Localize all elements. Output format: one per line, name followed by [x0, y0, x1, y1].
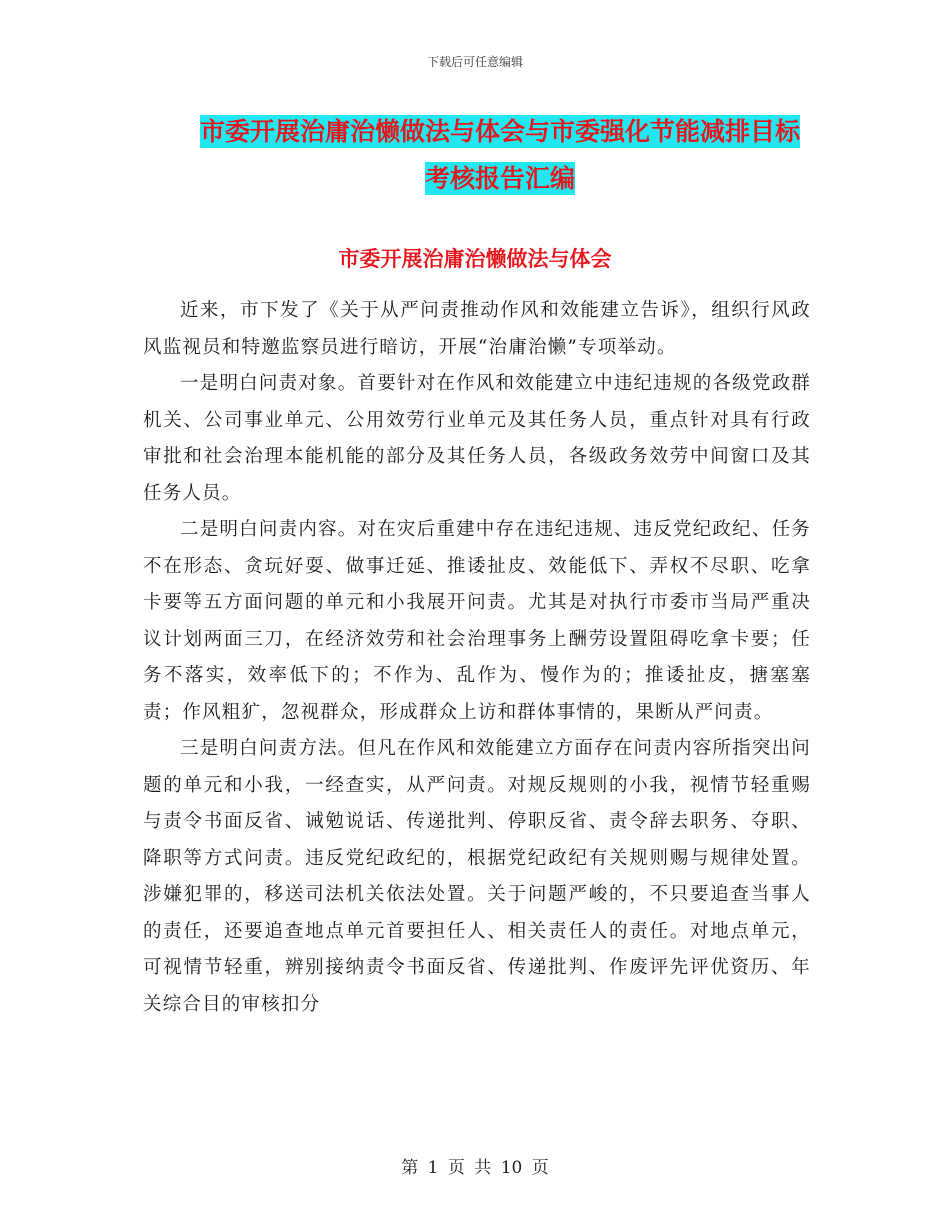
paragraph: 二是明白问责内容。对在灾后重建中存在违纪违规、违反党纪政纪、任务不在形态、贪玩好耍、做事迁延、推诿扯皮、效能低下、弄权不尽职、吃拿卡要等五方面问题的单元和小我展开问责。尤其是对执行市委市当局严重决议计划两面三刀，在经济效劳和社会治理事务上酬劳设置阻碍吃拿卡要；任务不落实，效率低下的；不作为、乱作为、慢作为的；推诿扯皮，搪塞塞责；作风粗犷，忽视群众，形成群众上访和群体事情的，果断从严问责。: [143, 519, 811, 723]
paragraph: 三是明白问责方法。但凡在作风和效能建立方面存在问责内容所指突出问题的单元和小我，一经查实，从严问责。对规反规则的小我，视情节轻重赐与责令书面反省、诫勉说话、传递批判、停职反省、责令辞去职务、夺职、降职等方式问责。违反党纪政纪的，根据党纪政纪有关规则赐与规律处置。涉嫌犯罪的，移送司法机关依法处置。关于问题严峻的，不只要追查当事人的责任，还要追查地点单元首要担任人、相关责任人的责任。对地点单元，可视情节轻重，辨别接纳责令书面反省、传递批判、作废评先评优资历、年关综合目的审核扣分: [143, 738, 811, 1015]
page-number: 第 1 页 共 10 页: [401, 1158, 549, 1178]
document-title: [190, 108, 810, 202]
header-note: 下载后可任意编辑: [426, 55, 523, 69]
paragraph: 一是明白问责对象。首要针对在作风和效能建立中违纪违规的各级党政群机关、公司事业单元、公用效劳行业单元及其任务人员，重点针对具有行政审批和社会治理本能机能的部分及其任务人员，各级政务效劳中间窗口及其任务人员。: [143, 373, 811, 504]
document-title-text: 市委开展治庸治懒做法与体会与市委强化节能减排目标考核报告汇编: [199, 117, 800, 193]
document-body: [143, 293, 811, 1023]
section-title: 市委开展治庸治懒做法与体会: [338, 247, 612, 271]
paragraph: 近来，市下发了《关于从严问责推动作风和效能建立告诉》，组织行风政风监视员和特邀监察员进行暗访，开展“治庸治懒”专项举动。: [143, 300, 811, 358]
